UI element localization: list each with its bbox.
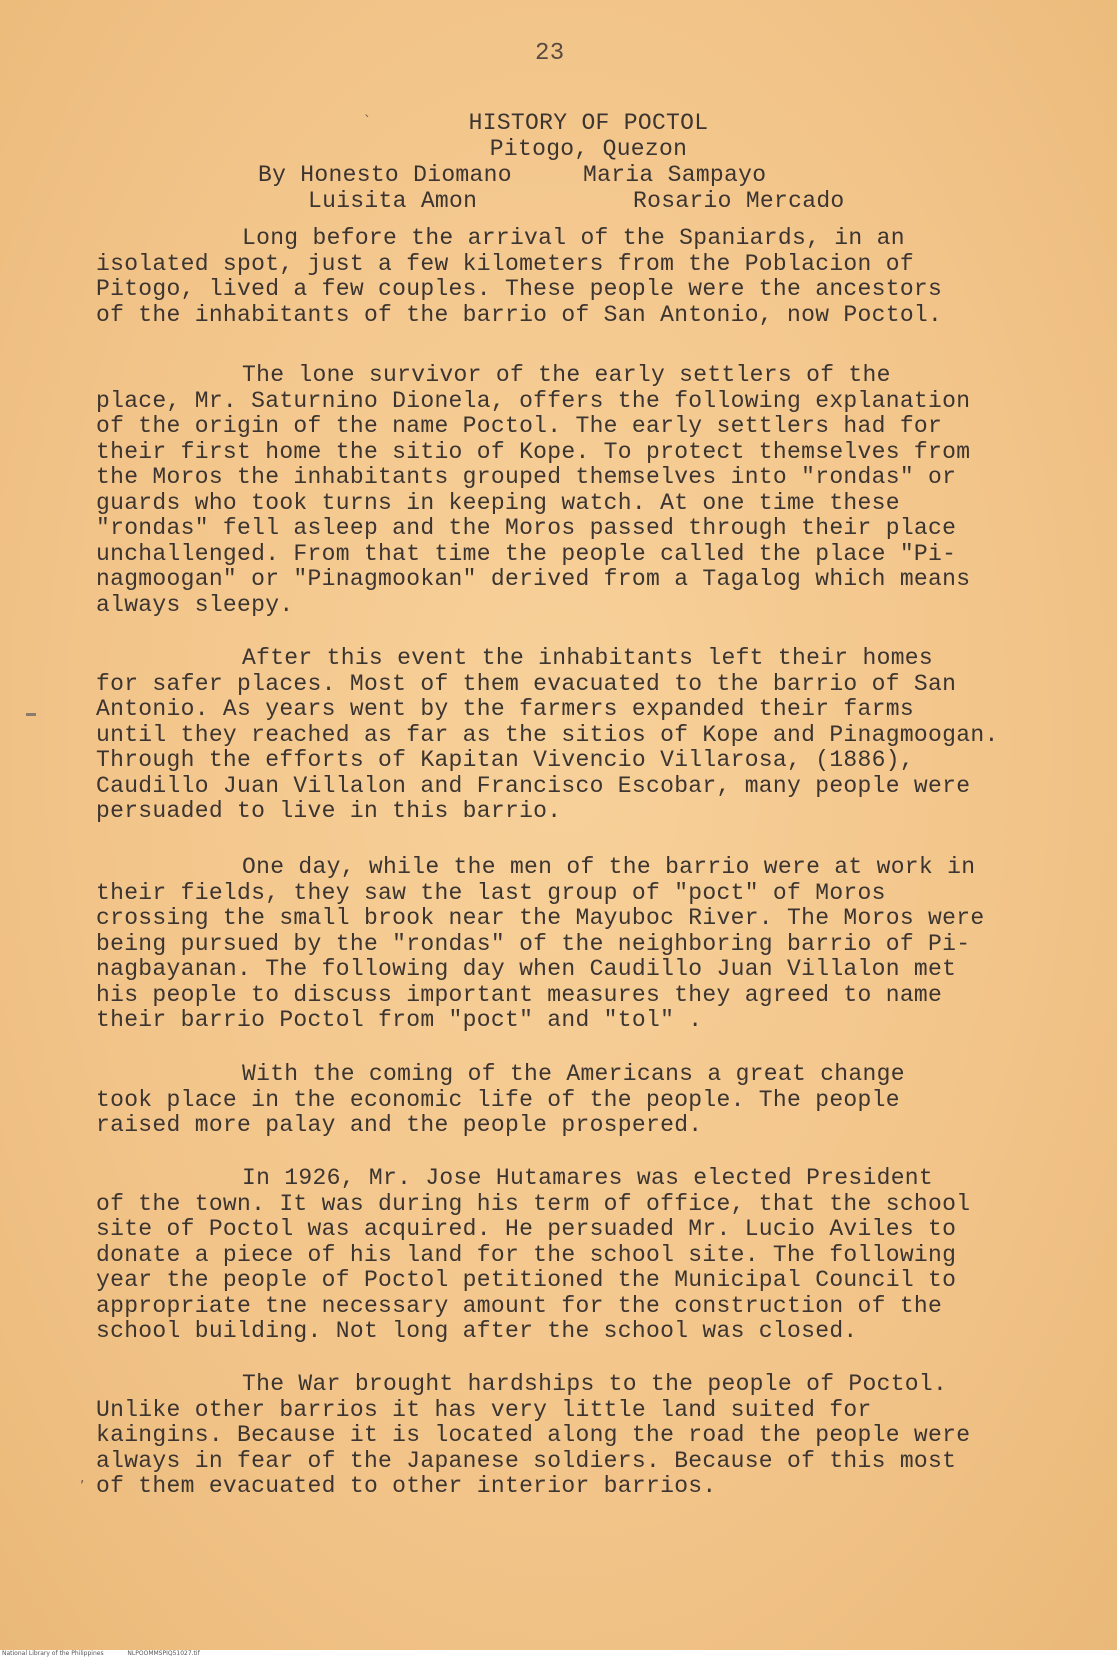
document-location: Pitogo, Quezon [489,136,688,162]
paragraph-line: In 1926, Mr. Jose Hutamares was elected President [242,1165,934,1191]
paragraph-line: guards who took turns in keeping watch. At one time these [96,489,900,516]
paragraph-line: being pursued by the "rondas" of the neighboring barrio of Pi- [96,930,971,957]
paragraph-line: One day, while the men of the barrio were at work in [242,854,976,880]
paragraph-line: for safer places. Most of them evacuated to the barrio of San [96,670,957,697]
paragraph-line: Pitogo, lived a few couples. These people were the ancestors [96,276,943,302]
paragraph-line: their barrio Poctol from "poct" and "tol" . [96,1007,703,1033]
authors-block [258,162,858,214]
author-3: Luisita Amon [308,188,478,214]
paragraph-line: their fields, they saw the last group of "poct" of Moros [96,879,886,906]
paragraph-4 [96,855,1056,1034]
authors-row [258,188,858,214]
paragraph-1 [96,226,1056,328]
paragraph-2 [96,363,1056,618]
paragraph-line: raised more palay and the people prospered. [96,1112,703,1138]
paragraph-line: persuaded to live in this barrio. [96,798,562,824]
page-number: 23 [535,40,565,67]
paragraph-line: year the people of Poctol petitioned the Municipal Council to [96,1267,957,1293]
footer-library: National Library of the Philippines [2,1650,104,1657]
stray-mark: ` [364,114,371,130]
paragraph-7 [96,1372,1056,1500]
paragraph-line: After this event the inhabitants left their homes [242,645,934,671]
stray-mark: , [80,1470,85,1486]
paragraph-line: Through the efforts of Kapitan Vivencio Villarosa, (1886), [96,747,914,773]
scan-footer [2,1650,200,1657]
paragraph-line: nagbayanan. The following day when Caudillo Juan Villalon met [96,956,957,982]
paragraph-line: their first home the sitio of Kope. To protect themselves from [96,438,971,465]
paragraph-line: until they reached as far as the sitios of Kope and Pinagmoogan. [96,721,999,748]
paragraph-line: The lone survivor of the early settlers of the [242,362,891,388]
paragraph-line: crossing the small brook near the Mayuboc River. The Moros were [96,905,985,931]
paragraph-line: The War brought hardships to the people of Poctol. [242,1371,948,1397]
paragraph-line: Long before the arrival of the Spaniards, in an [242,225,905,251]
paragraph-line: kaingins. Because it is located along the road the people were [96,1422,971,1448]
paragraph-line: place, Mr. Saturnino Dionela, offers the following explanation [96,387,971,414]
paragraph-line: of the town. It was during his term of office, that the school [96,1190,971,1217]
paragraph-3 [96,646,1056,825]
paragraph-line: site of Poctol was acquired. He persuaded Mr. Lucio Aviles to [96,1216,957,1242]
paragraph-line: nagmoogan" or "Pinagmookan" derived from a Tagalog which means [96,566,971,592]
document-title: HISTORY OF POCTOL [468,110,709,136]
paragraph-line: always in fear of the Japanese soldiers. Because of this most [96,1447,957,1474]
author-2: Maria Sampayo [583,162,767,188]
paragraph-line: took place in the economic life of the people. The people [96,1086,900,1113]
paragraph-6 [96,1166,1056,1345]
authors-row [258,162,858,188]
paragraph-line: Caudillo Juan Villalon and Francisco Escobar, many people were [96,772,971,799]
paragraph-line: With the coming of the Americans a great change [242,1061,905,1087]
paragraph-line: isolated spot, just a few kilometers from the Poblacion of [96,250,914,277]
stray-mark [26,713,36,716]
paragraph-line: "rondas" fell asleep and the Moros passed through their place [96,515,957,541]
paragraph-line: donate a piece of his land for the school site. The following [96,1241,957,1268]
author-4: Rosario Mercado [633,188,845,214]
paragraph-line: Antonio. As years went by the farmers expanded their farms [96,696,914,722]
paragraph-5 [96,1062,1056,1139]
paragraph-line: the Moros the inhabitants grouped themselves into "rondas" or [96,464,957,490]
paragraph-line: school building. Not long after the school was closed. [96,1318,858,1344]
paragraph-line: unchallenged. From that time the people called the place "Pi- [96,540,957,567]
paragraph-line: appropriate tne necessary amount for the construction of the [96,1292,943,1319]
paragraph-line: of them evacuated to other interior barrios. [96,1473,717,1499]
footer-file-id: NLPOOMMSPIQ51027.tif [127,1650,200,1657]
author-1: By Honesto Diomano [258,162,512,188]
paragraph-line: of the origin of the name Poctol. The early settlers had for [96,413,943,439]
paragraph-line: Unlike other barrios it has very little land suited for [96,1396,872,1423]
paragraph-line: always sleepy. [96,591,294,618]
paragraph-line: of the inhabitants of the barrio of San Antonio, now Poctol. [96,301,943,328]
paragraph-line: his people to discuss important measures they agreed to name [96,981,943,1008]
